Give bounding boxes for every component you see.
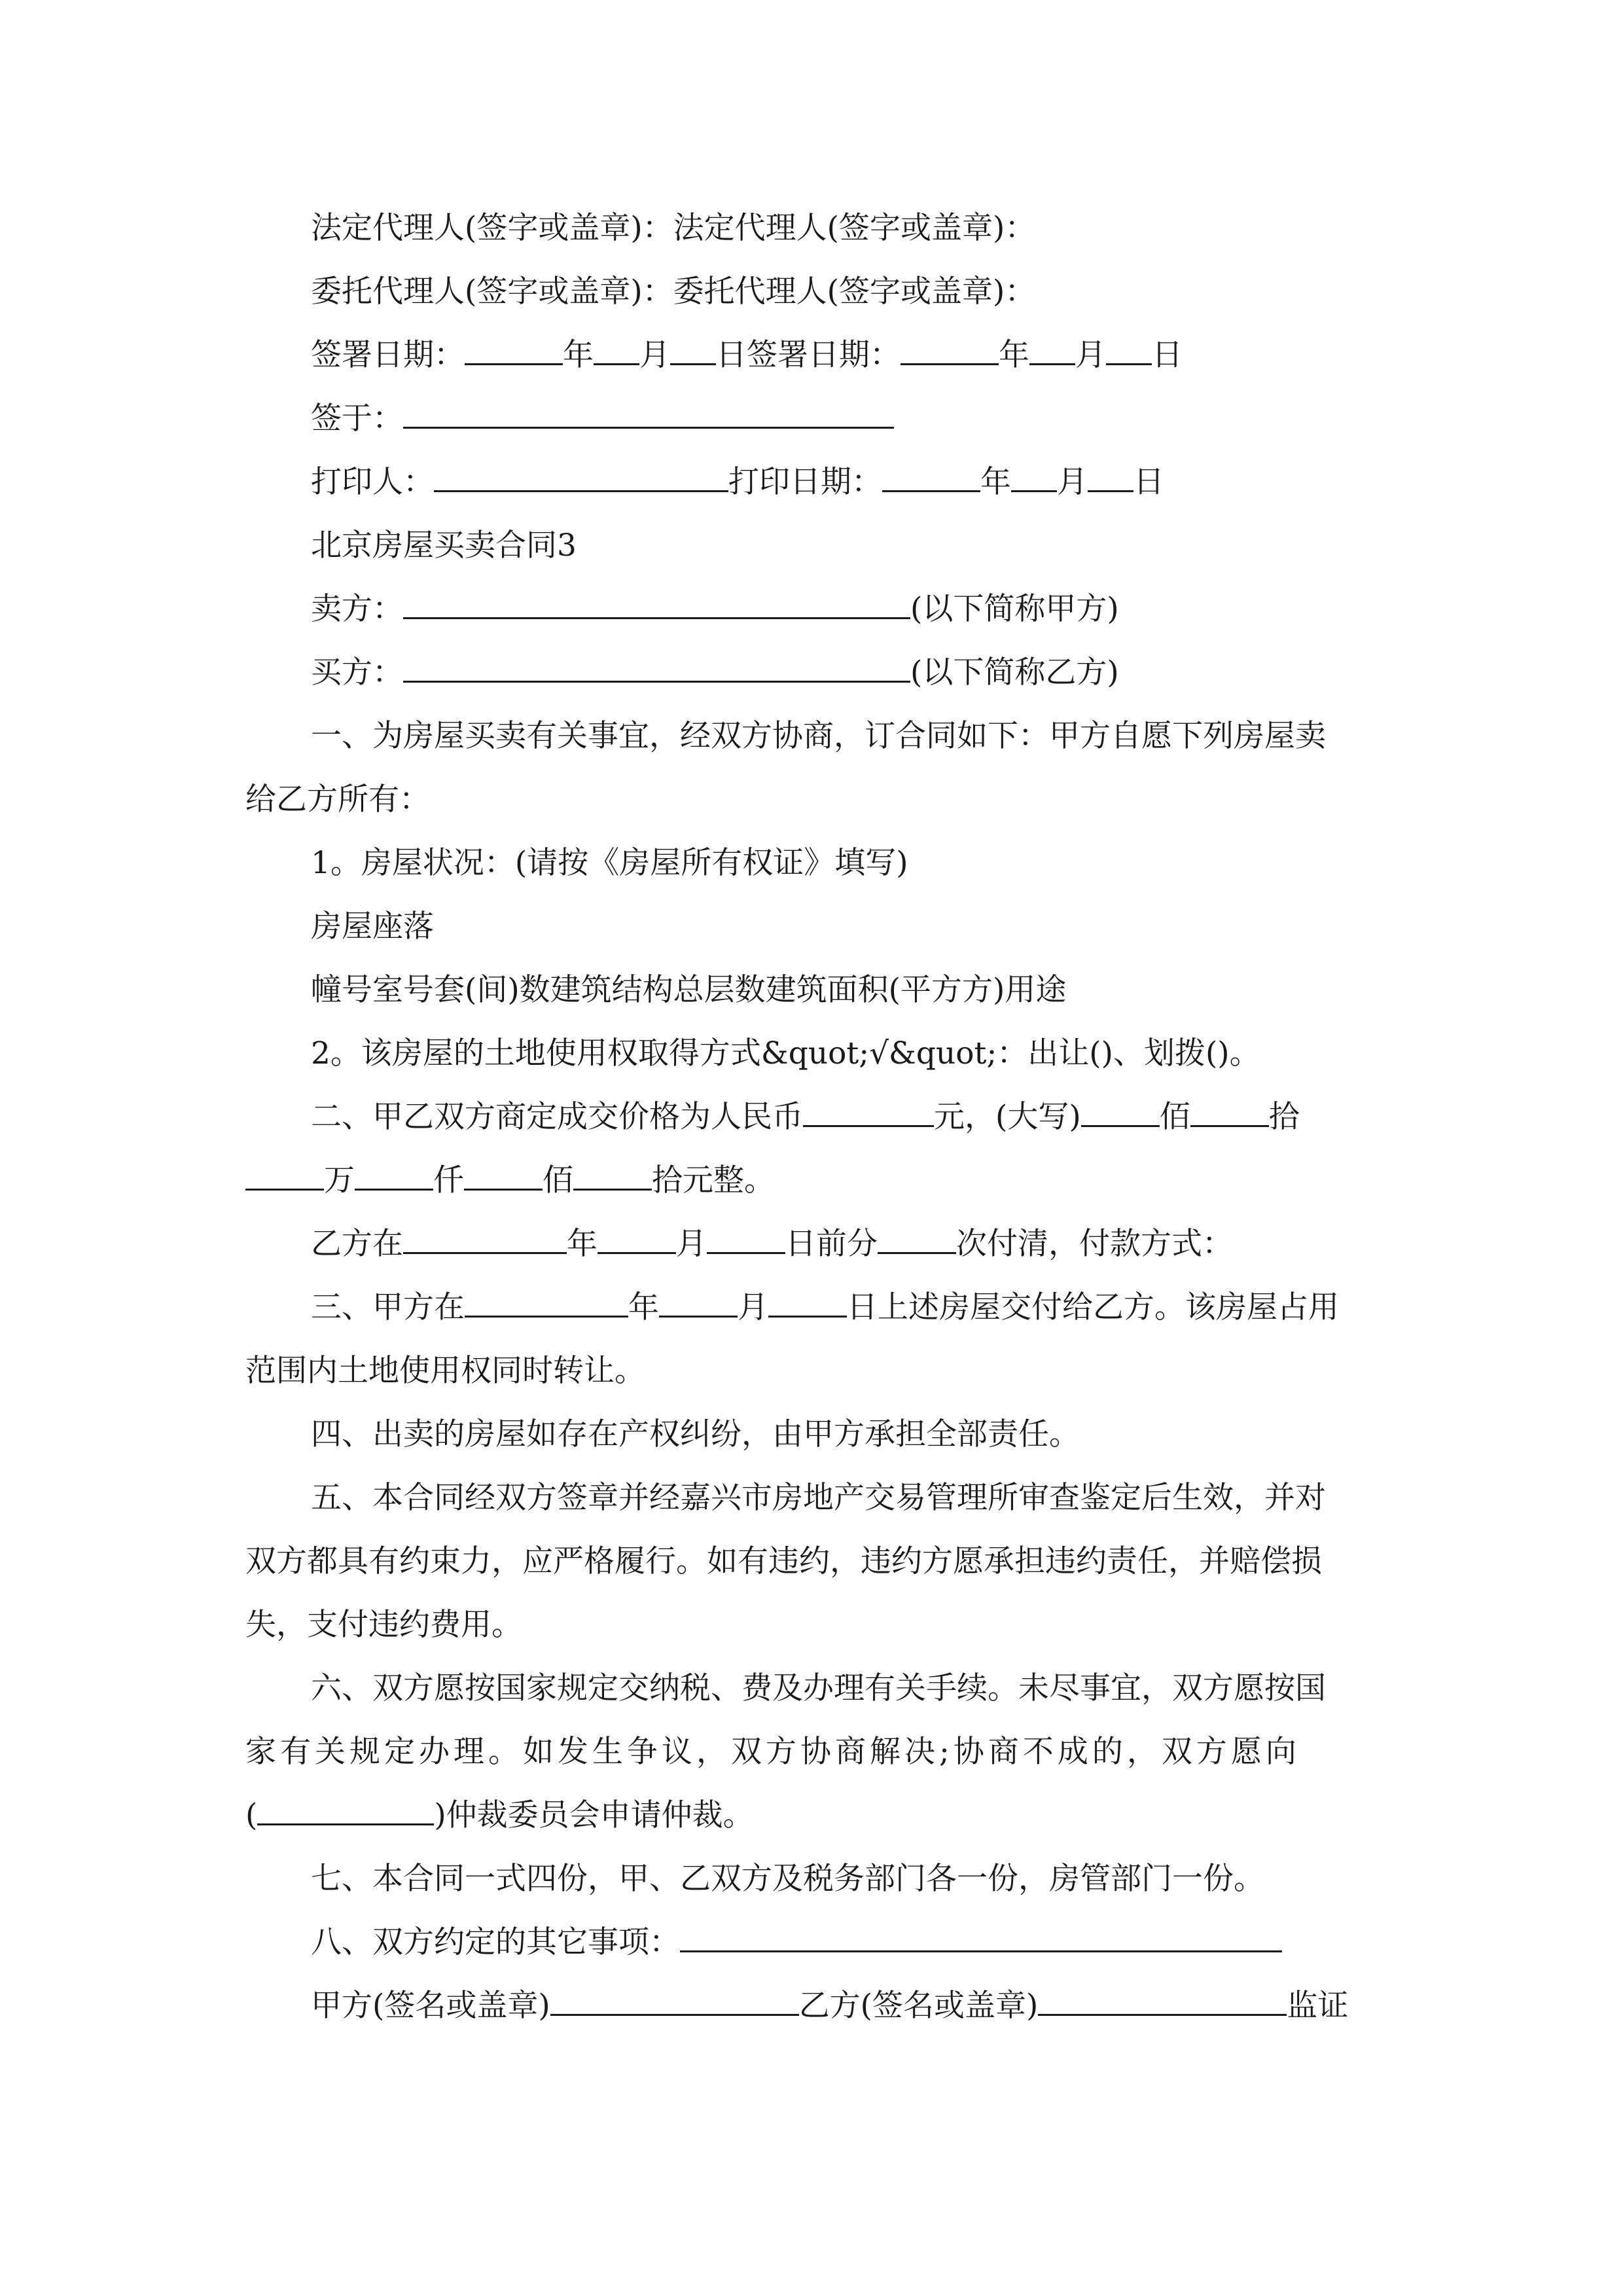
seller-alias: (以下简称甲方) bbox=[910, 591, 1119, 627]
year-label: 年 bbox=[999, 337, 1029, 373]
year-label: 年 bbox=[980, 464, 1011, 500]
house-status-line: 1。房屋状况：(请按《房屋所有权证》填写) bbox=[311, 845, 908, 881]
party-a-signature-label: 甲方(签名或盖章) bbox=[311, 1988, 550, 2024]
contract-title: 北京房屋买卖合同3 bbox=[311, 528, 577, 564]
year-label: 年 bbox=[628, 1289, 659, 1325]
blank bbox=[245, 1149, 324, 1191]
party-b-signature-label: 乙方(签名或盖章) bbox=[798, 1988, 1039, 2024]
clause-7-text: 七、本合同一式四份，甲、乙双方及税务部门各一份，房管部门一份。 bbox=[311, 1861, 1264, 1897]
payment-method-label: 次付清，付款方式： bbox=[956, 1226, 1233, 1262]
day-label: 日 bbox=[1133, 464, 1164, 500]
price-label: 二、甲乙双方商定成交价格为人民币 bbox=[311, 1099, 803, 1135]
payment-label: 乙方在 bbox=[311, 1226, 403, 1262]
signing-date-label: 签署日期： bbox=[311, 337, 465, 373]
blank bbox=[803, 1086, 934, 1127]
blank bbox=[882, 451, 980, 492]
year-label: 年 bbox=[563, 337, 594, 373]
house-location-line: 房屋座落 bbox=[311, 908, 434, 944]
blank bbox=[403, 387, 894, 429]
buyer-label: 买方： bbox=[311, 655, 403, 691]
clause-3-line bbox=[311, 1276, 1378, 1339]
clause-2-price-line-cont bbox=[245, 1149, 1378, 1212]
clause-3-label: 三、甲方在 bbox=[311, 1289, 465, 1325]
payment-line bbox=[311, 1212, 1378, 1276]
blank bbox=[550, 1975, 799, 2016]
blank bbox=[878, 1213, 956, 1254]
blank bbox=[403, 641, 910, 683]
blank bbox=[403, 578, 910, 619]
day-label: 日前分 bbox=[785, 1226, 878, 1262]
blank bbox=[434, 451, 728, 492]
buyer-line bbox=[311, 641, 1378, 704]
signature-line bbox=[311, 1974, 1378, 2037]
witness-label: 监证 bbox=[1287, 1988, 1349, 2024]
authorized-agent-line: 委托代理人(签字或盖章)：委托代理人(签字或盖章)： bbox=[311, 274, 1036, 310]
month-label: 月 bbox=[1057, 464, 1088, 500]
printer-label: 打印人： bbox=[311, 464, 434, 500]
unit-label: 万 bbox=[324, 1162, 355, 1198]
printer-line bbox=[311, 450, 1378, 514]
clause-1-text-cont: 给乙方所有： bbox=[245, 781, 430, 817]
blank bbox=[659, 1276, 738, 1318]
day-label: 日 bbox=[1152, 337, 1183, 373]
blank bbox=[1106, 324, 1152, 365]
blank bbox=[257, 1784, 434, 1825]
print-date-label: 打印日期： bbox=[728, 464, 882, 500]
unit-label: 拾元整。 bbox=[652, 1162, 775, 1198]
seller-label: 卖方： bbox=[311, 591, 403, 627]
blank bbox=[1011, 451, 1057, 492]
day-signing-date-label: 日签署日期： bbox=[716, 337, 901, 373]
signed-at-label: 签于： bbox=[311, 401, 403, 437]
clause-2-price-line bbox=[311, 1085, 1378, 1149]
blank bbox=[355, 1149, 433, 1191]
blank bbox=[465, 324, 563, 365]
month-label: 月 bbox=[1075, 337, 1106, 373]
clause-4-text: 四、出卖的房屋如存在产权纠纷，由甲方承担全部责任。 bbox=[311, 1416, 1080, 1452]
open-paren: ( bbox=[245, 1797, 258, 1833]
house-fields-line: 幢号室号套(间)数建筑结构总层数建筑面积(平方方)用途 bbox=[311, 972, 1067, 1008]
clause-3-text-cont: 范围内土地使用权同时转让。 bbox=[245, 1353, 645, 1389]
blank bbox=[768, 1276, 847, 1318]
blank bbox=[597, 1213, 676, 1254]
signed-at-line bbox=[311, 387, 1378, 450]
buyer-alias: (以下简称乙方) bbox=[910, 655, 1119, 691]
month-label: 月 bbox=[676, 1226, 707, 1262]
blank bbox=[901, 324, 999, 365]
clause-1-text: 一、为房屋买卖有关事宜，经双方协商，订合同如下：甲方自愿下列房屋卖 bbox=[311, 718, 1326, 754]
signing-date-line bbox=[311, 323, 1378, 387]
blank bbox=[707, 1213, 785, 1254]
legal-representative-line: 法定代理人(签字或盖章)：法定代理人(签字或盖章)： bbox=[311, 210, 1036, 246]
blank bbox=[670, 324, 716, 365]
blank bbox=[1029, 324, 1075, 365]
clause-5-text-cont2: 失，支付违约费用。 bbox=[245, 1607, 522, 1643]
seller-line bbox=[311, 577, 1378, 641]
clause-6-text: 六、双方愿按国家规定交纳税、费及办理有关手续。未尽事宜，双方愿按国 bbox=[311, 1670, 1326, 1706]
year-label: 年 bbox=[567, 1226, 597, 1262]
blank bbox=[1190, 1086, 1269, 1127]
month-label: 月 bbox=[738, 1289, 768, 1325]
unit-label: 拾 bbox=[1268, 1099, 1300, 1135]
arbitration-line bbox=[245, 1784, 1378, 1847]
uppercase-label: 元，(大写) bbox=[934, 1099, 1081, 1135]
arbitration-text: )仲裁委员会申请仲裁。 bbox=[434, 1797, 754, 1833]
unit-label: 仟 bbox=[433, 1162, 464, 1198]
clause-6-text-cont: 家有关规定办理。如发生争议，双方协商解决;协商不成的，双方愿向 bbox=[245, 1734, 1300, 1770]
blank bbox=[465, 1276, 628, 1318]
unit-label: 佰 bbox=[543, 1162, 573, 1198]
land-use-right-line: 2。该房屋的土地使用权取得方式&quot;√&quot;：出让()、划拨()。 bbox=[311, 1035, 1260, 1071]
blank bbox=[594, 324, 639, 365]
blank bbox=[680, 1911, 1282, 1952]
clause-5-text: 五、本合同经双方签章并经嘉兴市房地产交易管理所审查鉴定后生效，并对 bbox=[311, 1480, 1326, 1516]
blank bbox=[1088, 451, 1133, 492]
blank bbox=[573, 1149, 652, 1191]
clause-5-text-cont: 双方都具有约束力，应严格履行。如有违约，违约方愿承担违约责任，并赔偿损 bbox=[245, 1543, 1322, 1579]
blank bbox=[464, 1149, 543, 1191]
clause-3-text: 日上述房屋交付给乙方。该房屋占用 bbox=[847, 1289, 1339, 1325]
clause-8-line bbox=[311, 1910, 1378, 1974]
blank bbox=[403, 1213, 567, 1254]
clause-8-label: 八、双方约定的其它事项： bbox=[311, 1924, 680, 1960]
unit-label: 佰 bbox=[1159, 1099, 1190, 1135]
blank bbox=[1038, 1975, 1287, 2016]
blank bbox=[1081, 1086, 1160, 1127]
month-label: 月 bbox=[639, 337, 670, 373]
